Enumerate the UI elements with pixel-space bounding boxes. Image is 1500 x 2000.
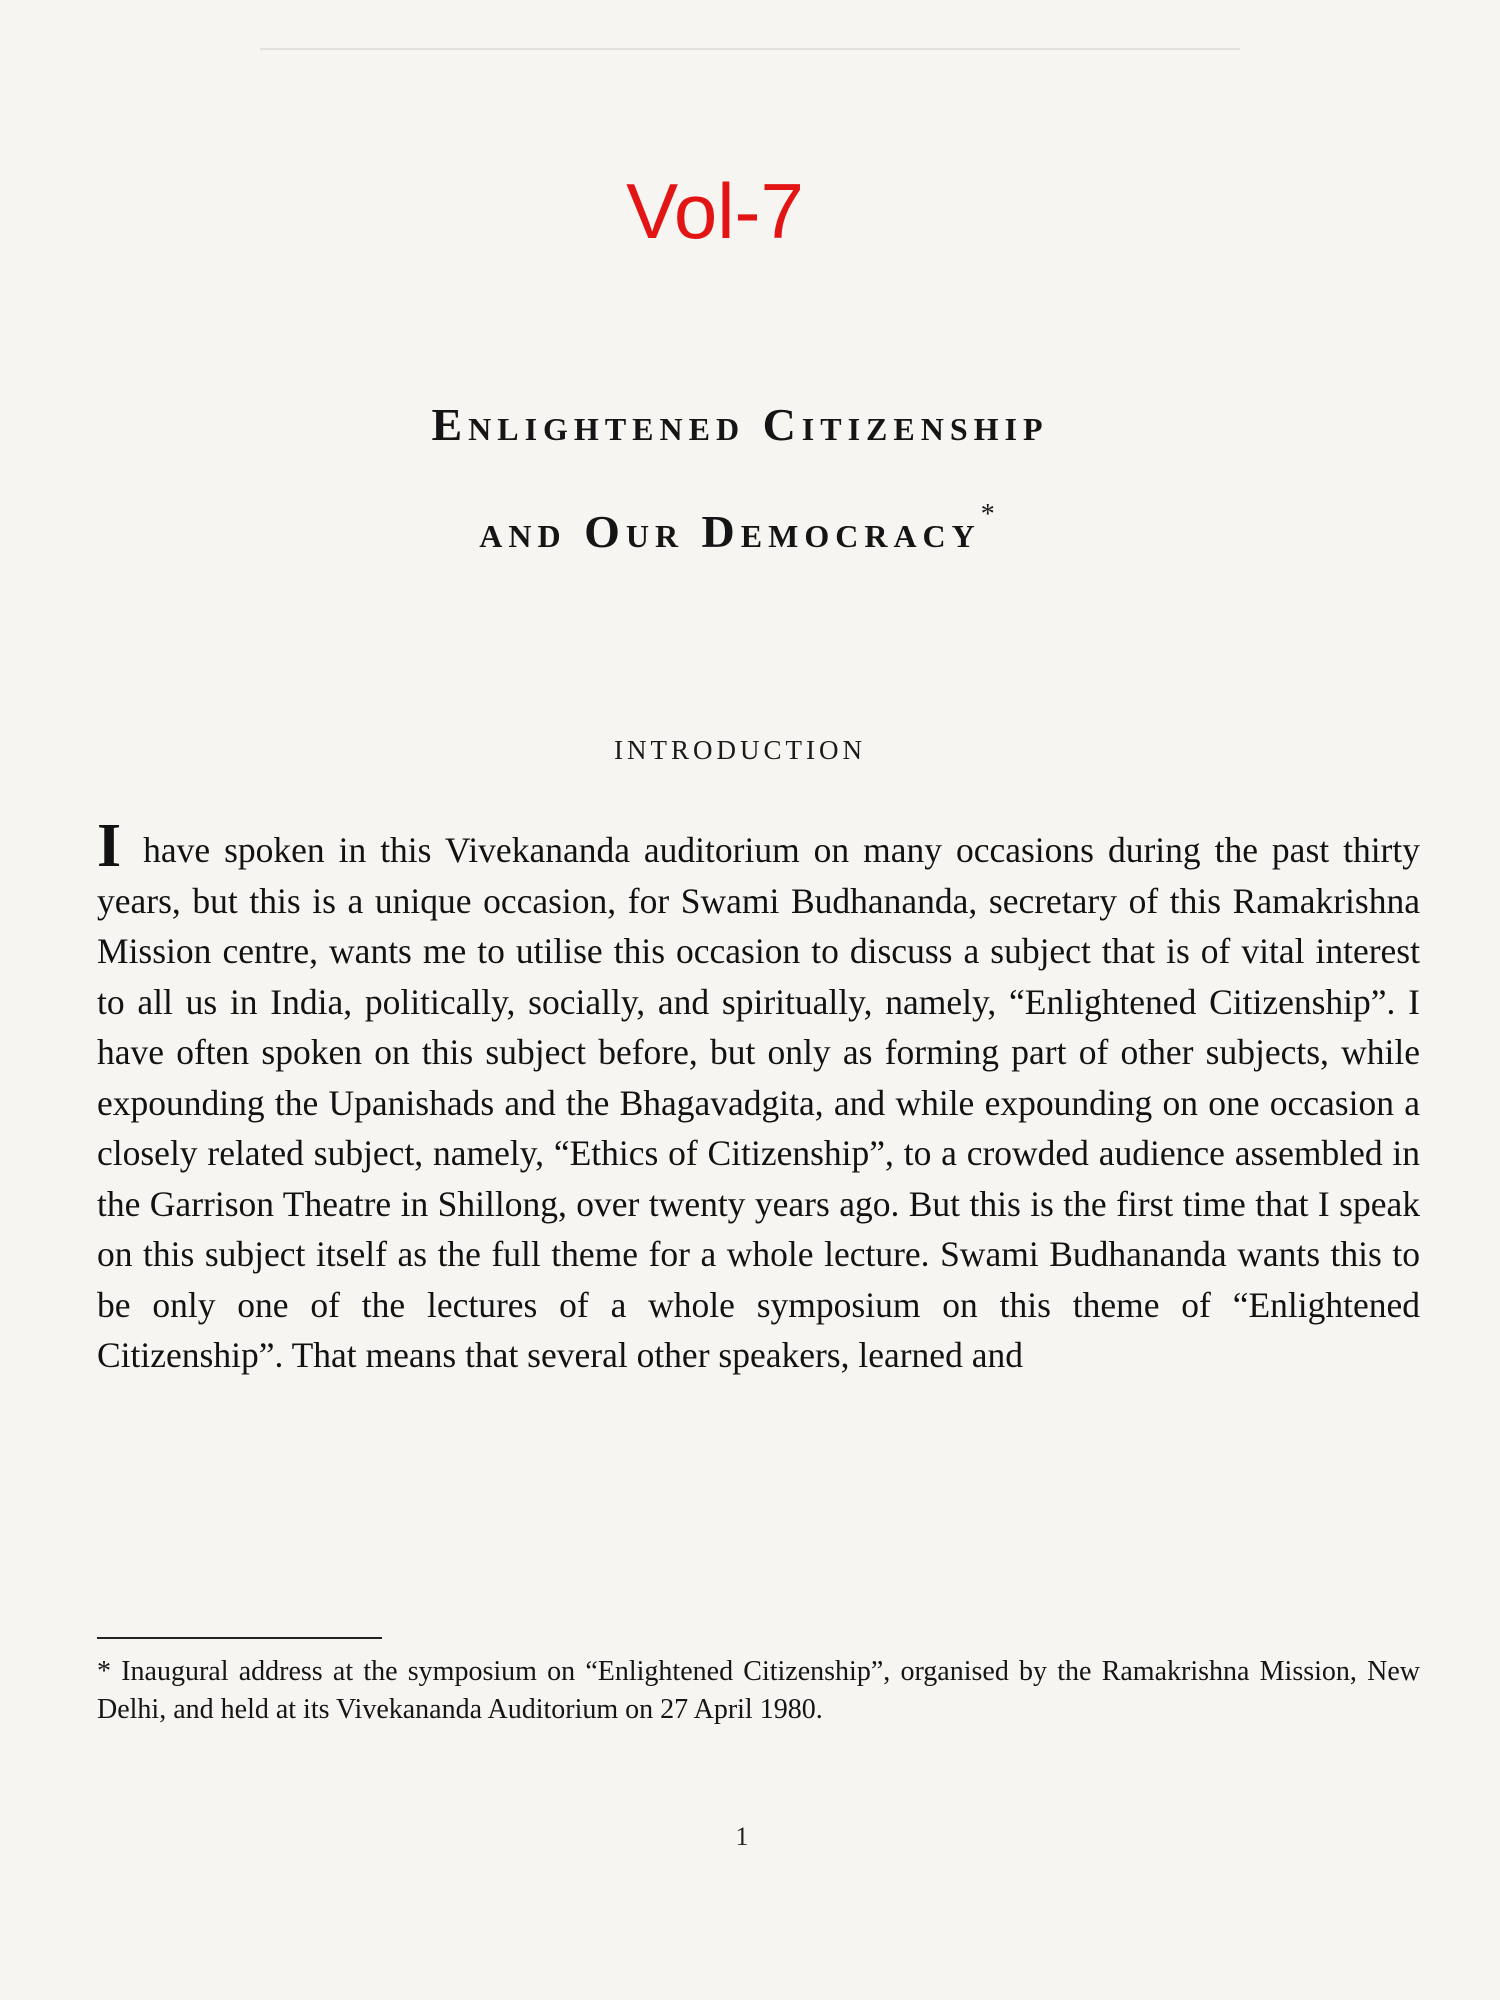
title-footnote-marker: * [980, 499, 1001, 530]
chapter-title-line-1 [0, 380, 1500, 470]
section-heading: INTRODUCTION [614, 735, 866, 765]
bleed-through-shadow [95, 120, 1425, 170]
footnote-rule [97, 1637, 382, 1639]
chapter-title-line-1-text: Enlightened Citizenship [431, 399, 1049, 450]
running-head-rule [260, 48, 1240, 60]
page-number: 1 [735, 1822, 749, 1851]
body-paragraph-text: have spoken in this Vivekananda auditorium on many occasions during the past thirty years, but this is a unique occasion, for Swami Budhananda, secretary of this Ramakrishna Mission centre, wants me to utilise this occasion to discuss a subject that is of vital interest to all us in India, politically, socially, and spiritually, namely, “Enlightened Citizenship”. I have often spoken on this subject before, but only as forming part of other subjects, while expounding the Upanishads and the Bhagavadgita, and while expounding on one occasion a closely related subject, namely, “Ethics of Citizenship”, to a crowded audience assembled in the Garrison Theatre in Shillong, over twenty years ago. But this is the first time that I speak on this subject itself as the full theme for a whole lecture. Swami Budhananda wants this to be only one of the lectures of a whole symposium on this theme of “Enlightened Citizenship”. That means that several other speakers, learned and [97, 830, 1420, 1375]
footnote: * Inaugural address at the symposium on “Enlightened Citizenship”, organised by the Ramakrishna Mission, New Delhi, and held at its Vivekananda Auditorium on 27 April 1980. [97, 1656, 1420, 1725]
body-paragraph [97, 812, 1420, 1381]
chapter-title [0, 380, 1500, 577]
chapter-title-line-2-text: and Our Democracy [479, 506, 981, 557]
chapter-title-line-2 [0, 470, 1500, 577]
volume-label: Vol-7 [626, 167, 804, 255]
drop-cap: I [97, 812, 122, 880]
